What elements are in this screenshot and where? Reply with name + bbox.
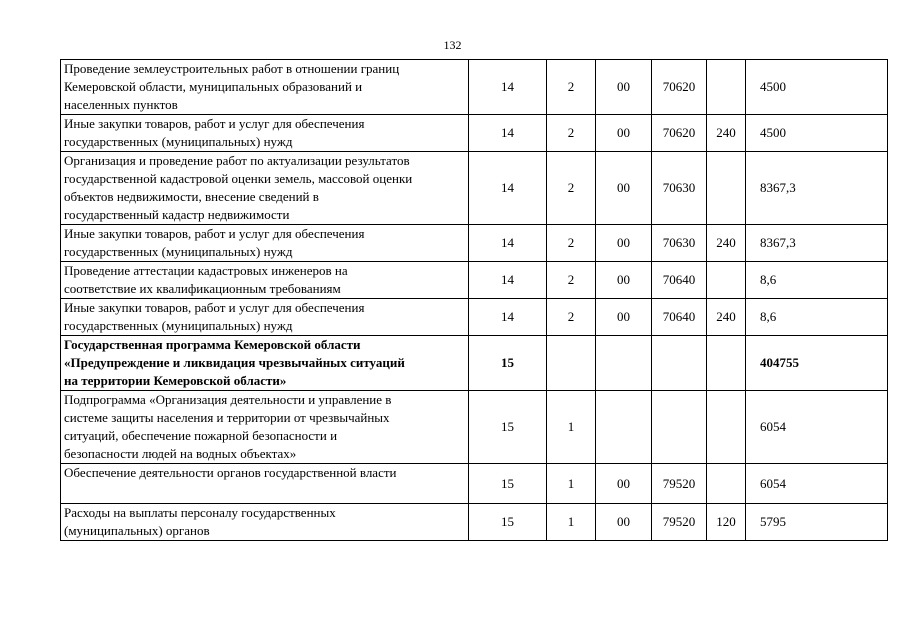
row-description	[61, 152, 469, 225]
table-row	[61, 299, 888, 336]
row-description	[61, 299, 469, 336]
subsection-cell: 2	[547, 262, 596, 299]
direction-cell: 70620	[652, 115, 707, 152]
description-line: Расходы на выплаты персоналу государственных	[64, 505, 336, 520]
description-line: государственной кадастровой оценки земель, массовой оценки	[64, 171, 413, 186]
description-line: (муниципальных) органов	[64, 523, 210, 538]
description-line: соответствие их квалификационным требованиям	[64, 281, 341, 296]
description-line: Организация и проведение работ по актуализации результатов	[64, 153, 410, 168]
table-row	[61, 152, 888, 225]
table-row	[61, 60, 888, 115]
description-line: населенных пунктов	[64, 97, 178, 112]
row-description	[61, 225, 469, 262]
row-description	[61, 391, 469, 464]
direction-cell: 70640	[652, 262, 707, 299]
amount-cell: 6054	[746, 391, 888, 464]
description-line: государственный кадастр недвижимости	[64, 207, 290, 222]
expense-type-cell	[707, 336, 746, 391]
amount-cell: 8,6	[746, 262, 888, 299]
direction-cell: 79520	[652, 504, 707, 541]
description-line: Проведение землеустроительных работ в отношении границ	[64, 61, 400, 76]
description-line: государственных (муниципальных) нужд	[64, 134, 293, 149]
subsection-cell: 1	[547, 391, 596, 464]
description-line: системе защиты населения и территории от чрезвычайных	[64, 410, 390, 425]
amount-cell: 8367,3	[746, 225, 888, 262]
section-cell: 14	[469, 115, 547, 152]
table-row	[61, 115, 888, 152]
subsection-cell	[547, 336, 596, 391]
amount-cell: 6054	[746, 464, 888, 504]
section-cell: 14	[469, 225, 547, 262]
page-number: 132	[443, 38, 462, 52]
description-line: Государственная программа Кемеровской области	[64, 337, 361, 352]
description-line: ситуаций, обеспечение пожарной безопасности и	[64, 428, 338, 443]
description-line: Обеспечение деятельности органов государственной власти	[64, 465, 397, 480]
program-cell: 00	[596, 262, 652, 299]
expense-type-cell	[707, 262, 746, 299]
table-row	[61, 262, 888, 299]
subsection-cell: 1	[547, 464, 596, 504]
direction-cell	[652, 336, 707, 391]
description-line: на территории Кемеровской области»	[64, 373, 287, 388]
expense-type-cell: 120	[707, 504, 746, 541]
amount-cell: 4500	[746, 60, 888, 115]
description-line: Кемеровской области, муниципальных образований и	[64, 79, 363, 94]
subsection-cell: 2	[547, 60, 596, 115]
table-row	[61, 464, 888, 504]
expense-type-cell	[707, 391, 746, 464]
amount-cell: 5795	[746, 504, 888, 541]
direction-cell: 79520	[652, 464, 707, 504]
table-row	[61, 225, 888, 262]
program-cell: 00	[596, 152, 652, 225]
program-cell: 00	[596, 464, 652, 504]
description-line: государственных (муниципальных) нужд	[64, 318, 293, 333]
program-cell: 00	[596, 115, 652, 152]
row-description	[61, 115, 469, 152]
section-cell: 15	[469, 391, 547, 464]
table-row	[61, 391, 888, 464]
section-cell: 14	[469, 262, 547, 299]
direction-cell: 70640	[652, 299, 707, 336]
amount-cell: 404755	[746, 336, 888, 391]
section-cell: 15	[469, 336, 547, 391]
subsection-cell: 2	[547, 152, 596, 225]
row-description	[61, 504, 469, 541]
program-cell: 00	[596, 225, 652, 262]
row-description	[61, 60, 469, 115]
program-cell: 00	[596, 60, 652, 115]
program-cell	[596, 336, 652, 391]
amount-cell: 8367,3	[746, 152, 888, 225]
description-line: государственных (муниципальных) нужд	[64, 244, 293, 259]
direction-cell: 70620	[652, 60, 707, 115]
subsection-cell: 2	[547, 299, 596, 336]
expense-type-cell	[707, 60, 746, 115]
description-line: Проведение аттестации кадастровых инженеров на	[64, 263, 348, 278]
description-line: Иные закупки товаров, работ и услуг для обеспечения	[64, 226, 365, 241]
section-cell: 14	[469, 152, 547, 225]
amount-cell: 4500	[746, 115, 888, 152]
row-description	[61, 464, 469, 504]
description-line: «Предупреждение и ликвидация чрезвычайных ситуаций	[64, 355, 405, 370]
subsection-cell: 1	[547, 504, 596, 541]
section-cell: 14	[469, 299, 547, 336]
table-row	[61, 336, 888, 391]
description-line: Подпрограмма «Организация деятельности и управление в	[64, 392, 392, 407]
expense-type-cell	[707, 152, 746, 225]
amount-cell: 8,6	[746, 299, 888, 336]
expense-type-cell	[707, 464, 746, 504]
table-row	[61, 504, 888, 541]
description-line: Иные закупки товаров, работ и услуг для обеспечения	[64, 116, 365, 131]
section-cell: 15	[469, 464, 547, 504]
row-description	[61, 262, 469, 299]
program-cell: 00	[596, 299, 652, 336]
direction-cell: 70630	[652, 225, 707, 262]
expense-type-cell: 240	[707, 115, 746, 152]
section-cell: 14	[469, 60, 547, 115]
direction-cell	[652, 391, 707, 464]
program-cell: 00	[596, 504, 652, 541]
expense-type-cell: 240	[707, 299, 746, 336]
program-cell	[596, 391, 652, 464]
description-line: объектов недвижимости, внесение сведений в	[64, 189, 319, 204]
expense-type-cell: 240	[707, 225, 746, 262]
description-line: Иные закупки товаров, работ и услуг для обеспечения	[64, 300, 365, 315]
direction-cell: 70630	[652, 152, 707, 225]
budget-table	[60, 59, 888, 541]
subsection-cell: 2	[547, 115, 596, 152]
subsection-cell: 2	[547, 225, 596, 262]
section-cell: 15	[469, 504, 547, 541]
description-line: безопасности людей на водных объектах»	[64, 446, 297, 461]
row-description	[61, 336, 469, 391]
